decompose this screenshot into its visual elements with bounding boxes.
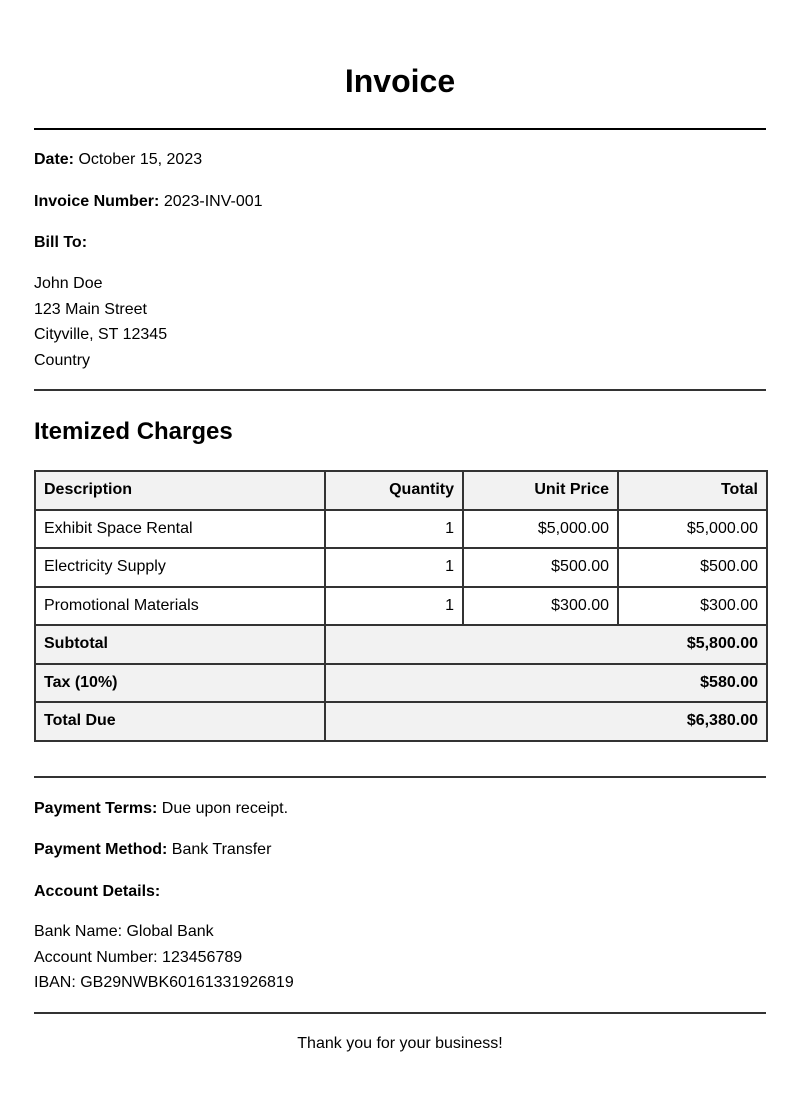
subtotal-row bbox=[35, 625, 767, 664]
account-details-line bbox=[34, 882, 160, 902]
table-header-row bbox=[35, 471, 767, 510]
row-description: Promotional Materials bbox=[35, 587, 325, 626]
row-unit-price: $5,000.00 bbox=[463, 510, 618, 549]
bill-to-street: 123 Main Street bbox=[34, 300, 147, 318]
row-quantity: 1 bbox=[325, 548, 463, 587]
bill-to-address bbox=[34, 271, 167, 374]
table-row bbox=[35, 587, 767, 626]
bill-to-name: John Doe bbox=[34, 275, 103, 292]
itemized-charges-heading: Itemized Charges bbox=[34, 418, 233, 445]
tax-value: $580.00 bbox=[325, 664, 767, 703]
header-unit-price: Unit Price bbox=[463, 471, 618, 510]
payment-method-line bbox=[34, 840, 271, 860]
payment-terms-value: Due upon receipt. bbox=[161, 800, 289, 817]
header-quantity: Quantity bbox=[325, 471, 463, 510]
invoice-number-line bbox=[34, 192, 263, 212]
bill-to-city: Cityville, ST 12345 bbox=[34, 326, 168, 344]
bill-to-line bbox=[34, 233, 87, 253]
total-due-row bbox=[35, 702, 767, 741]
payment-terms-line bbox=[34, 799, 288, 819]
row-description: Exhibit Space Rental bbox=[35, 510, 325, 549]
header-description: Description bbox=[35, 471, 325, 510]
total-due-label: Total Due bbox=[35, 702, 325, 741]
date-label: Date: bbox=[34, 151, 75, 168]
bank-name: Bank Name: Global Bank bbox=[34, 923, 214, 940]
account-details-label: Account Details: bbox=[34, 883, 161, 900]
row-total: $300.00 bbox=[618, 587, 767, 626]
account-number: Account Number: 123456789 bbox=[34, 948, 243, 966]
row-total: $5,000.00 bbox=[618, 510, 767, 549]
invoice-number-label: Invoice Number: bbox=[34, 193, 160, 210]
invoice-number-value: 2023-INV-001 bbox=[163, 193, 263, 210]
row-total: $500.00 bbox=[618, 548, 767, 587]
account-details bbox=[34, 919, 294, 996]
table-row bbox=[35, 510, 767, 549]
payment-method-value: Bank Transfer bbox=[171, 841, 272, 858]
row-unit-price: $300.00 bbox=[463, 587, 618, 626]
tax-label: Tax (10%) bbox=[35, 664, 325, 703]
title-divider bbox=[34, 128, 766, 130]
invoice-title: Invoice bbox=[344, 63, 456, 99]
subtotal-value: $5,800.00 bbox=[325, 625, 767, 664]
footer-thank-you: Thank you for your business! bbox=[297, 1035, 503, 1052]
address-divider bbox=[34, 389, 766, 391]
payment-method-label: Payment Method: bbox=[34, 841, 168, 858]
bill-to-country: Country bbox=[34, 352, 91, 370]
payment-terms-label: Payment Terms: bbox=[34, 800, 158, 817]
row-quantity: 1 bbox=[325, 587, 463, 626]
row-quantity: 1 bbox=[325, 510, 463, 549]
tax-row bbox=[35, 664, 767, 703]
row-unit-price: $500.00 bbox=[463, 548, 618, 587]
itemized-charges-table bbox=[34, 470, 768, 742]
date-value: October 15, 2023 bbox=[78, 151, 203, 168]
subtotal-label: Subtotal bbox=[35, 625, 325, 664]
header-total: Total bbox=[618, 471, 767, 510]
table-divider bbox=[34, 776, 766, 778]
iban: IBAN: GB29NWBK60161331926819 bbox=[34, 974, 294, 992]
bill-to-label: Bill To: bbox=[34, 234, 88, 251]
total-due-value: $6,380.00 bbox=[325, 702, 767, 741]
row-description: Electricity Supply bbox=[35, 548, 325, 587]
footer-divider bbox=[34, 1012, 766, 1014]
table-row bbox=[35, 548, 767, 587]
date-line bbox=[34, 150, 202, 170]
